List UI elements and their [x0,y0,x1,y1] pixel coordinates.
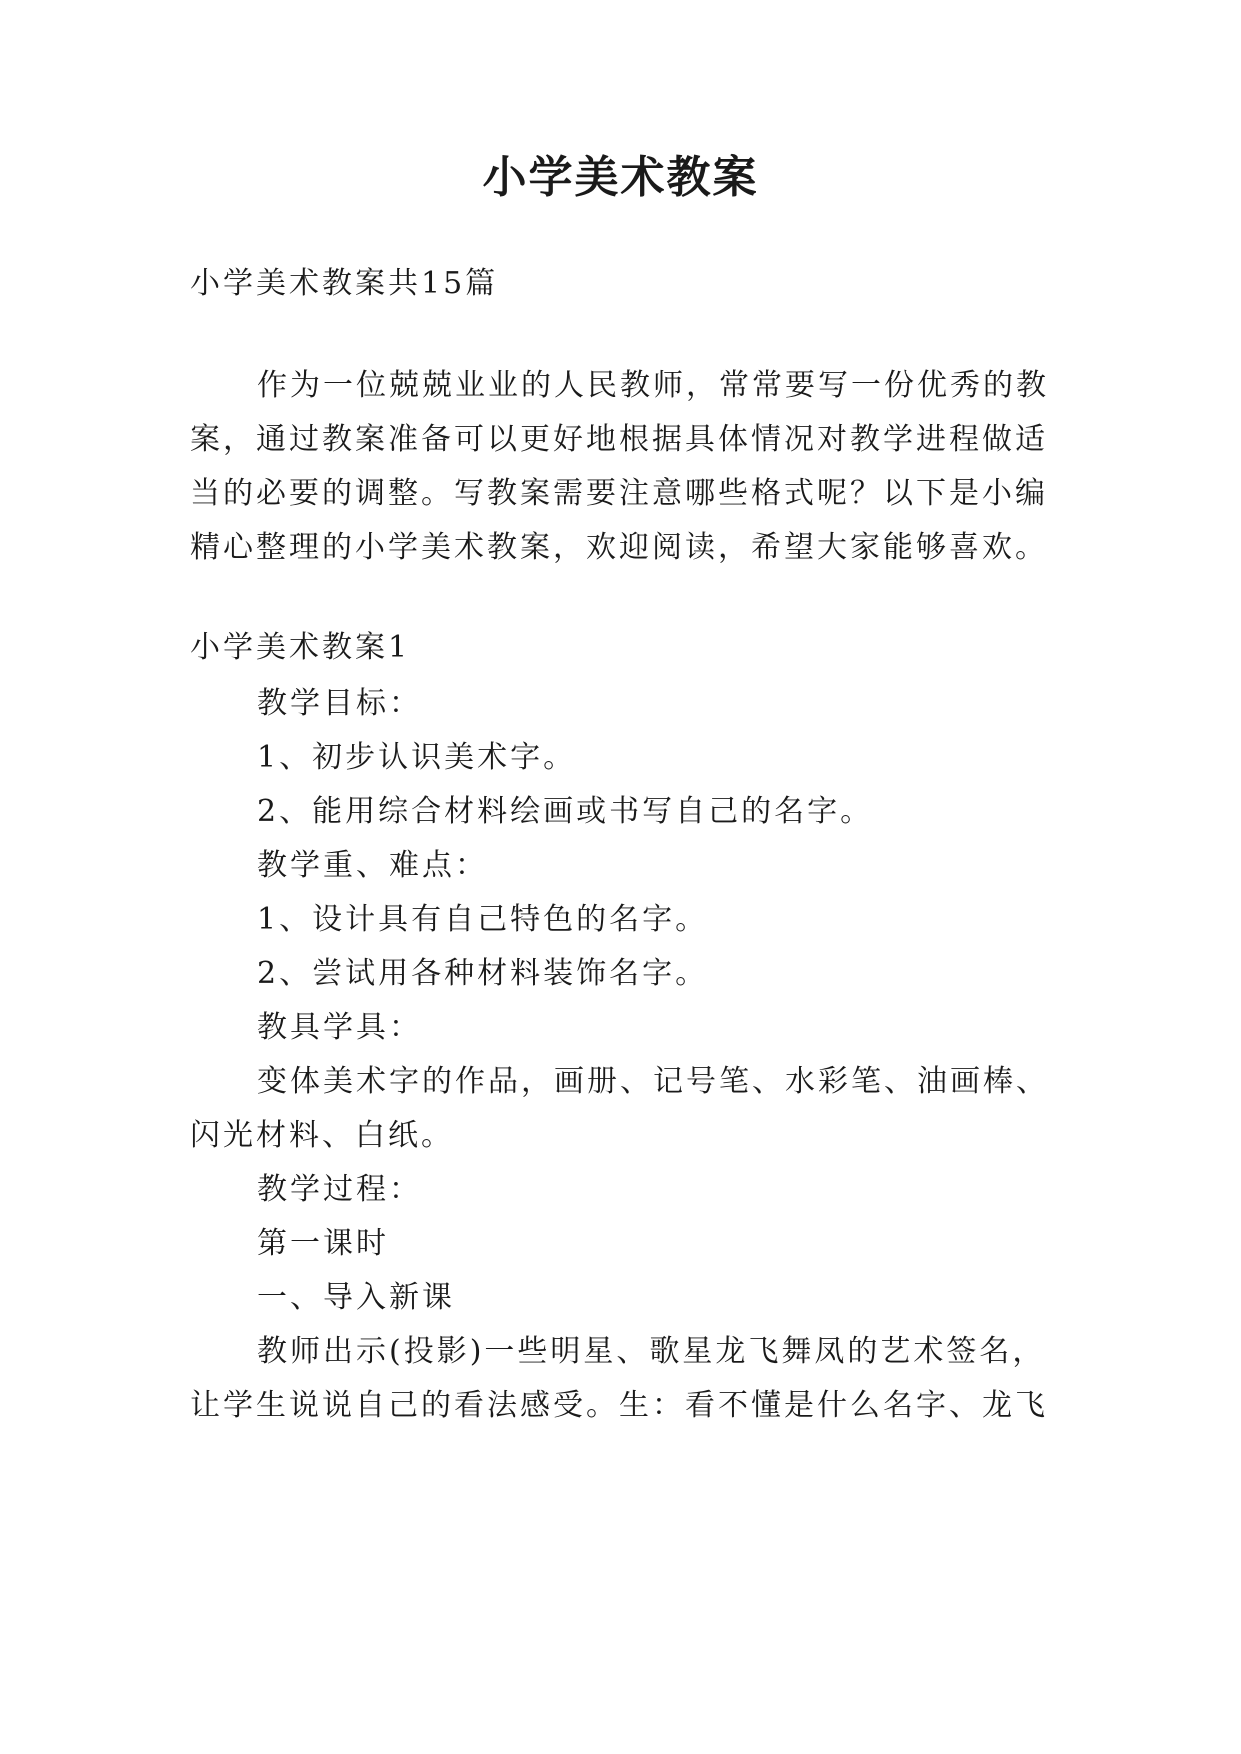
body-line: 教学重、难点： [257,848,488,883]
body-line: 2、能用综合材料绘画或书写自己的名字。 [257,794,874,829]
body-line: 闪光材料、白纸。 [190,1118,454,1153]
document-title: 小学美术教案 [482,152,759,203]
body-line: 教具学具： [257,1010,422,1045]
section-heading: 小学美术教案1 [190,630,411,665]
intro-line: 作为一位兢兢业业的人民教师，常常要写一份优秀的教 [257,368,1049,403]
intro-line: 精心整理的小学美术教案，欢迎阅读，希望大家能够喜欢。 [190,530,1048,565]
body-line: 2、尝试用各种材料装饰名字。 [257,956,709,991]
intro-line: 当的必要的调整。写教案需要注意哪些格式呢？以下是小编 [190,476,1048,511]
body-line: 让学生说说自己的看法感受。生：看不懂是什么名字、龙飞 [190,1388,1048,1423]
body-line: 第一课时 [257,1226,389,1261]
body-line: 变体美术字的作品，画册、记号笔、水彩笔、油画棒、 [257,1064,1049,1099]
body-line: 教学过程： [257,1172,422,1207]
intro-line: 案，通过教案准备可以更好地根据具体情况对教学进程做适 [190,422,1048,457]
body-line: 教学目标： [257,686,422,721]
body-line: 1、设计具有自己特色的名字。 [257,902,709,937]
body-line: 1、初步认识美术字。 [257,740,577,775]
body-line: 一、导入新课 [257,1280,455,1315]
document-subtitle: 小学美术教案共15篇 [190,266,499,301]
body-line: 教师出示(投影)一些明星、歌星龙飞舞凤的艺术签名， [257,1334,1046,1369]
